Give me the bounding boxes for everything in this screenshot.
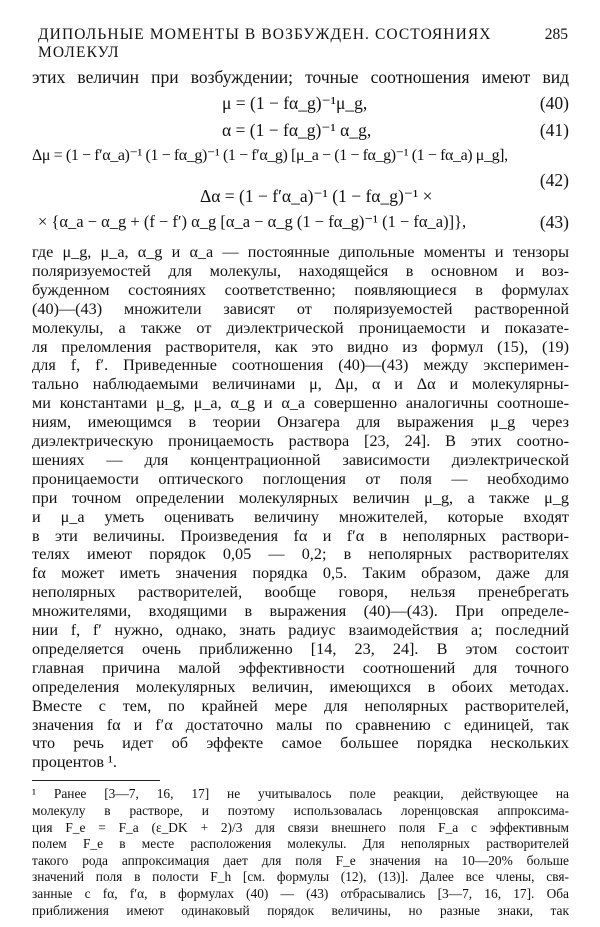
footnote-line: полем F_e в месте расположения молекулы. Для неполярных растворителей [32,836,569,852]
paragraph-line: в эти величины. Произведения fα и f′α в неполярных раствори- [32,526,569,545]
footnote-line: молекулу в растворе, и поэтому использовалась лоренцовская аппроксима- [32,802,569,818]
paragraph-line: ля преломления растворителя, как это видно из формул (15), (19) [32,337,569,356]
equation-41: α = (1 − fα_g)⁻¹ α_g, [222,120,372,140]
paragraph-line: молекулы, а также от диэлектрической проницаемости и показате- [32,318,569,337]
paragraph-line: ми константами μ_g, μ_a, α_g и α_a совершенно аналогичны соотноше- [32,394,569,413]
intro-line: этих величин при возбуждении; точные соотношения имеют вид [32,67,569,87]
equation-40: μ = (1 − fα_g)⁻¹μ_g, [222,93,368,113]
equation-number-41: (41) [539,120,569,140]
paragraph-line: определяется очень приближенно [14, 23, 24]. В этом состоит [32,639,569,658]
paragraph-line: главная причина малой эффективности соотношений для точного [32,658,569,677]
paragraph-line: шениях — для концентрационной зависимости диэлектрической [32,450,569,469]
paragraph-line: тально наблюдаемыми величинами μ, Δμ, α и Δα и молекулярны- [32,375,569,394]
page-number: 285 [544,26,568,43]
paragraph-line: и μ_a уметь оценивать величину множителей, которые входят [32,507,569,526]
paragraph-line: проницаемости оптического поглощения от поля — необходимо [32,469,569,488]
footnote-line: такого рода аппроксимация дает для поля F_e значения на 10—20% больше [32,852,569,868]
paragraph-line: для f, f′. Приведенные соотношения (40)—(43) между эксперимен- [32,356,569,375]
paragraph-line: значения fα и f′α достаточно малы по сравнению с единицей, так [32,715,569,734]
paragraph-line: поляризуемостей для молекулы, находящейся в основном и воз- [32,261,569,280]
paragraph-line: неполярных растворителей, вообще говоря, нельзя пренебрегать [32,583,569,602]
equation-number-42: (42) [539,170,569,190]
paragraph-line: (40)—(43) множители зависят от поляризуемостей растворенной [32,299,569,318]
equation-number-40: (40) [539,93,569,113]
paragraph-line: что речь идет об эффекте самое большее порядка нескольких [32,734,569,753]
footnote-line: приближения имеют одинаковый порядок величины, но разные знаки, так [32,902,569,918]
footnote-first-line: ¹ Ранее [3—7, 16, 17] не учитывалось поле реакции, действующее на [32,786,569,802]
equation-43-line-1: Δα = (1 − f′α_a)⁻¹ (1 − fα_g)⁻¹ × [200,186,433,206]
paragraph-line: ниям, имеющимся в теории Онзагера для выражения μ_g через [32,413,569,432]
equation-number-43: (43) [539,212,569,232]
footnote-rule [32,780,160,781]
paragraph-line: fα может иметь значения порядка 0,5. Таким образом, даже для [32,564,569,583]
running-title: ДИПОЛЬНЫЕ МОМЕНТЫ В ВОЗБУЖДЕН. СОСТОЯНИЯХ МОЛЕКУЛ [38,26,492,61]
paragraph-line: диэлектрическую проницаемость раствора [23, 24]. В этих соотно- [32,432,569,450]
paragraph-last-line: процентов ¹. [32,753,117,772]
running-header [38,26,568,61]
equation-43-line-2: × {α_a − α_g + (f − f′) α_g [α_a − α_g (1 − fα_g)⁻¹ (1 − fα_a)]}, [38,212,467,231]
paragraph-line: при точном определении молекулярных величин μ_g, а также μ_g [32,488,569,507]
footnote-line: занные с fα, f′α, в формулах (40) — (43) отбрасывались [3—7, 16, 17]. Оба [32,885,569,901]
paragraph-line: бужденном состояниях соответственно; появляющиеся в формулах [32,280,569,299]
paragraph-line: телях имеют порядок 0,05 — 0,2; в неполярных растворителях [32,545,569,564]
paragraph-line: множителями, входящими в выражения (40)—(43). При определе- [32,602,569,621]
footnote-line: значений поля в полости F_h [см. формулы (12), (13)]. Далее все члены, свя- [32,869,569,885]
equation-42: Δμ = (1 − f′α_a)⁻¹ (1 − fα_g)⁻¹ (1 − f′α_g) [μ_a − (1 − fα_g)⁻¹ (1 − fα_a) μ_g], [32,147,508,164]
footnote-line: ция F_e = F_a (ε_DK + 2)/3 для связи внешнего поля F_a с эффективным [32,819,569,835]
paragraph-line: где μ_g, μ_a, α_g и α_a — постоянные дипольные моменты и тензоры [32,243,569,261]
paragraph-line: определения молекулярных величин, имеющихся в обоих методах. [32,677,569,696]
paragraph-line: Вместе с тем, по крайней мере для неполярных растворителей, [32,696,569,715]
paragraph-line: нии f, f′ нужно, однако, знать радиус взаимодействия a; последний [32,621,569,639]
